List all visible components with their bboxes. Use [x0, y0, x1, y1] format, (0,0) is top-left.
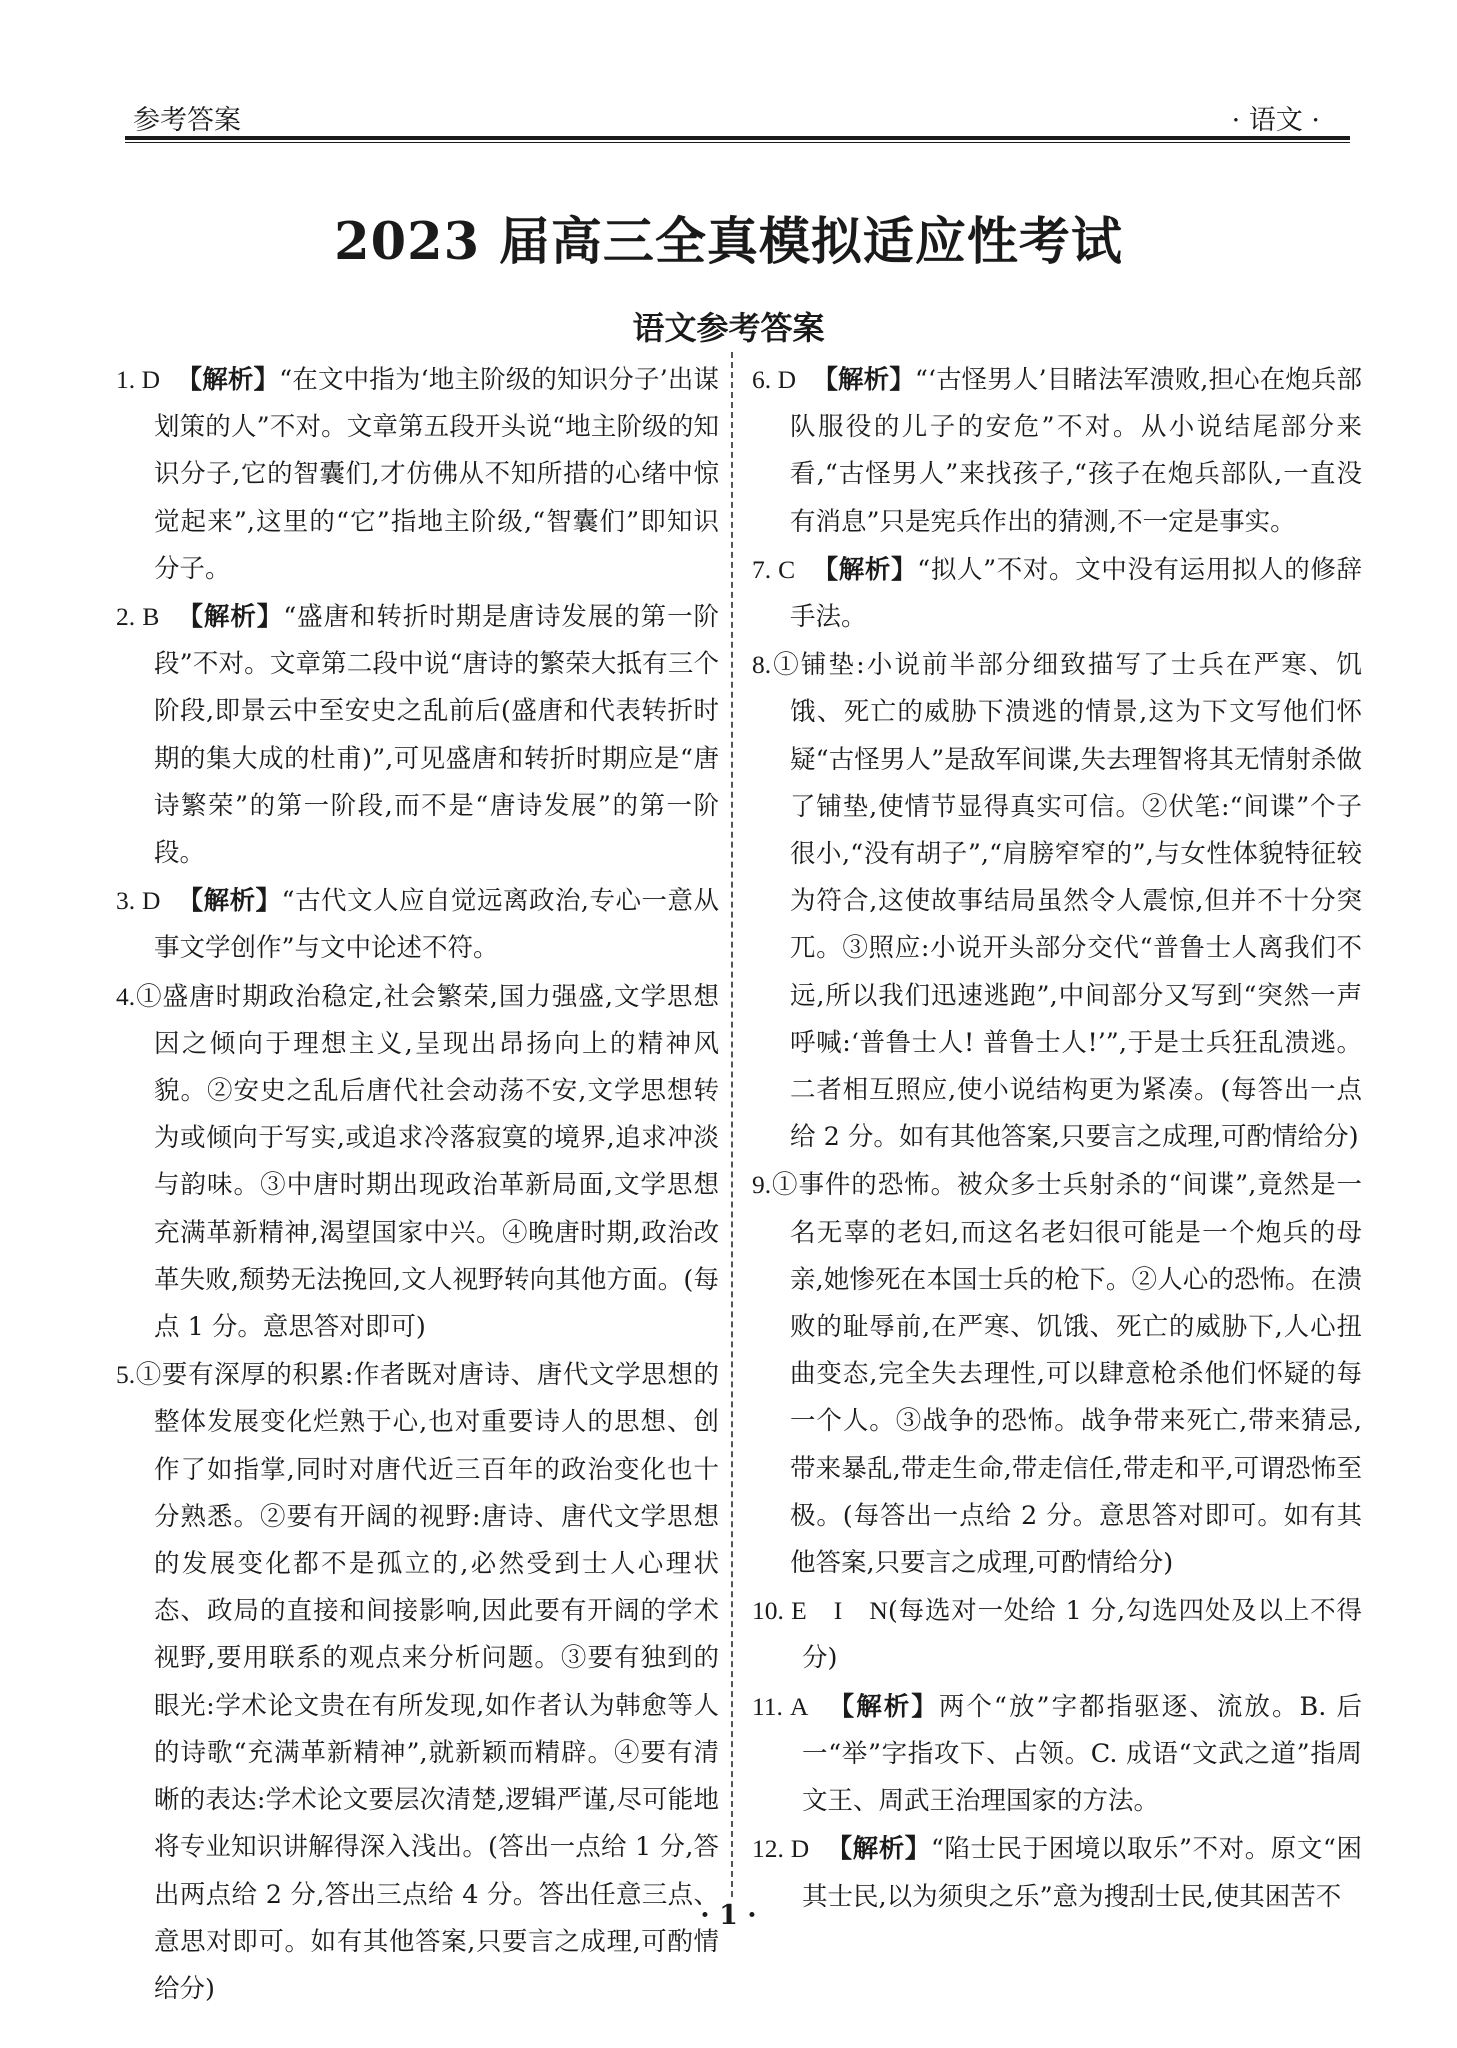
header-rule [125, 136, 1350, 140]
page-subtitle: 语文参考答案 [632, 309, 825, 347]
answer-text: 两个“放”字都指驱逐、流放。B. 后一“举”字指攻下、占领。C. 成语“文武之道”指周文王、周武王治理国家的方法。 [802, 1691, 1362, 1817]
answer-item [752, 1161, 1362, 1587]
analysis-tag: 【解析】 [177, 602, 284, 633]
analysis-tag: 【解析】 [812, 554, 918, 585]
answer-number: 5. [116, 1360, 136, 1390]
answer-item [752, 1587, 1362, 1682]
page-title: 2023 届高三全真模拟适应性考试 [334, 212, 1123, 272]
answer-number: 4. [116, 981, 136, 1011]
answer-number: 1. D [116, 365, 161, 394]
answer-item [116, 973, 719, 1352]
answer-item [752, 641, 1362, 1161]
answer-text: (每选对一处给 1 分,勾选四处及以上不得分) [802, 1596, 1362, 1674]
answer-item [752, 356, 1362, 546]
analysis-tag: 【解析】 [828, 1691, 939, 1722]
answer-text: “‘古怪男人’目睹法军溃败,担心在炮兵部队服役的儿子的安危”不对。从小说结尾部分来看,“古怪男人”来找孩子,“孩子在炮兵部队,一直没有消息”只是宪兵作出的猜测,不一定是事实。 [790, 365, 1362, 537]
answer-item [116, 593, 719, 877]
right-column [752, 356, 1362, 1921]
answer-item [752, 546, 1362, 641]
answer-item [116, 877, 719, 972]
header-subject: · 语文 · [1231, 105, 1320, 136]
answer-number: 3. D [116, 886, 161, 916]
answer-number: 2. B [116, 602, 160, 632]
answer-text: ①盛唐时期政治稳定,社会繁荣,国力强盛,文学思想因之倾向于理想主义,呈现出昂扬向上的精神风貌。②安史之乱后唐代社会动荡不安,文学思想转为或倾向于写实,或追求冷落寂寞的境界,追求冲淡与韵味。③中唐时期出现政治革新局面,文学思想充满革新精神,渴望国家中兴。④晚唐时期,政治改革失败,颓势无法挽回,文人视野转向其他方面。(每点 1 分。意思答对即可) [135, 981, 719, 1343]
answer-number: 6. D [752, 365, 797, 394]
answer-number: 12. D [752, 1834, 810, 1864]
analysis-tag: 【解析】 [177, 886, 282, 917]
analysis-tag: 【解析】 [176, 365, 280, 395]
answer-text: “古代文人应自觉远离政治,专心一意从事文学创作”与文中论述不符。 [154, 886, 719, 964]
analysis-tag: 【解析】 [826, 1834, 931, 1865]
answer-number: 10. E I N [752, 1596, 888, 1626]
answer-number: 9. [752, 1170, 772, 1200]
answer-item [752, 1683, 1362, 1826]
answer-text: ①铺垫:小说前半部分细致描写了士兵在严寒、饥饿、死亡的威胁下溃逃的情景,这为下文写他们怀疑“古怪男人”是敌军间谍,失去理智将其无情射杀做了铺垫,使情节显得真实可信。②伏笔:“间谍”个子很小,“没有胡子”,“肩膀窄窄的”,与女性体貌特征较为符合,这使故事结局虽然令人震惊,但并不十分突兀。③照应:小说开头部分交代“普鲁士人离我们不远,所以我们迅速逃跑”,中间部分又写到“突然一声呼喊:‘普鲁士人! 普鲁士人!’”,于是士兵狂乱溃逃。二者相互照应,使小说结构更为紧凑。(每答出一点给 2 分。如有其他答案,只要言之成理,可酌情给分) [771, 650, 1362, 1153]
answer-number: 11. A [752, 1691, 809, 1721]
column-divider [731, 352, 733, 1897]
answer-text: “陷士民于困境以取乐”不对。原文“困其士民,以为须臾之乐”意为搜刮士民,使其困苦不 [802, 1834, 1362, 1912]
page-number: · 1 · [700, 1900, 757, 1931]
page-header [125, 92, 1350, 140]
answer-text: ①要有深厚的积累:作者既对唐诗、唐代文学思想的整体发展变化烂熟于心,也对重要诗人的思想、创作了如指掌,同时对唐代近三百年的政治变化也十分熟悉。②要有开阔的视野:唐诗、唐代文学思想的发展变化都不是孤立的,必然受到士人心理状态、政局的直接和间接影响,因此要有开阔的学术视野,要用联系的观点来分析问题。③要有独到的眼光:学术论文贵在有所发现,如作者认为韩愈等人的诗歌“充满革新精神”,就新颖而精辟。④要有清晰的表达:学术论文要层次清楚,逻辑严谨,尽可能地将专业知识讲解得深入浅出。(答出一点给 1 分,答出两点给 2 分,答出三点给 4 分。答出任意三点、意思对即可。如有其他答案,只要言之成理,可酌情给分) [135, 1360, 719, 2004]
answer-number: 8. [752, 650, 772, 680]
answer-text: “拟人”不对。文中没有运用拟人的修辞手法。 [790, 554, 1362, 633]
left-column [116, 356, 719, 2013]
answer-text: “在文中指为‘地主阶级的知识分子’出谋划策的人”不对。文章第五段开头说“地主阶级的知识分子,它的智囊们,才仿佛从不知所措的心绪中惊觉起来”,这里的“它”指地主阶级,“智囊们”即知识分子。 [154, 365, 719, 584]
answer-item [116, 356, 719, 593]
header-rule-thin [125, 142, 1350, 143]
answer-text: “盛唐和转折时期是唐诗发展的第一阶段”不对。文章第二段中说“唐诗的繁荣大抵有三个阶段,即景云中至安史之乱前后(盛唐和代表转折时期的集大成的杜甫)”,可见盛唐和转折时期应是“唐诗繁荣”的第一阶段,而不是“唐诗发展”的第一阶段。 [154, 602, 719, 869]
analysis-tag: 【解析】 [812, 365, 915, 395]
answer-text: ①事件的恐怖。被众多士兵射杀的“间谍”,竟然是一名无辜的老妇,而这名老妇很可能是一个炮兵的母亲,她惨死在本国士兵的枪下。②人心的恐怖。在溃败的耻辱前,在严寒、饥饿、死亡的威胁下,人心扭曲变态,完全失去理性,可以肆意枪杀他们怀疑的每一个人。③战争的恐怖。战争带来死亡,带来猜忌,带来暴乱,带走生命,带走信任,带走和平,可谓恐怖至极。(每答出一点给 2 分。意思答对即可。如有其他答案,只要言之成理,可酌情给分) [771, 1170, 1362, 1579]
header-label: 参考答案 [133, 105, 241, 136]
answer-number: 7. C [752, 554, 796, 584]
